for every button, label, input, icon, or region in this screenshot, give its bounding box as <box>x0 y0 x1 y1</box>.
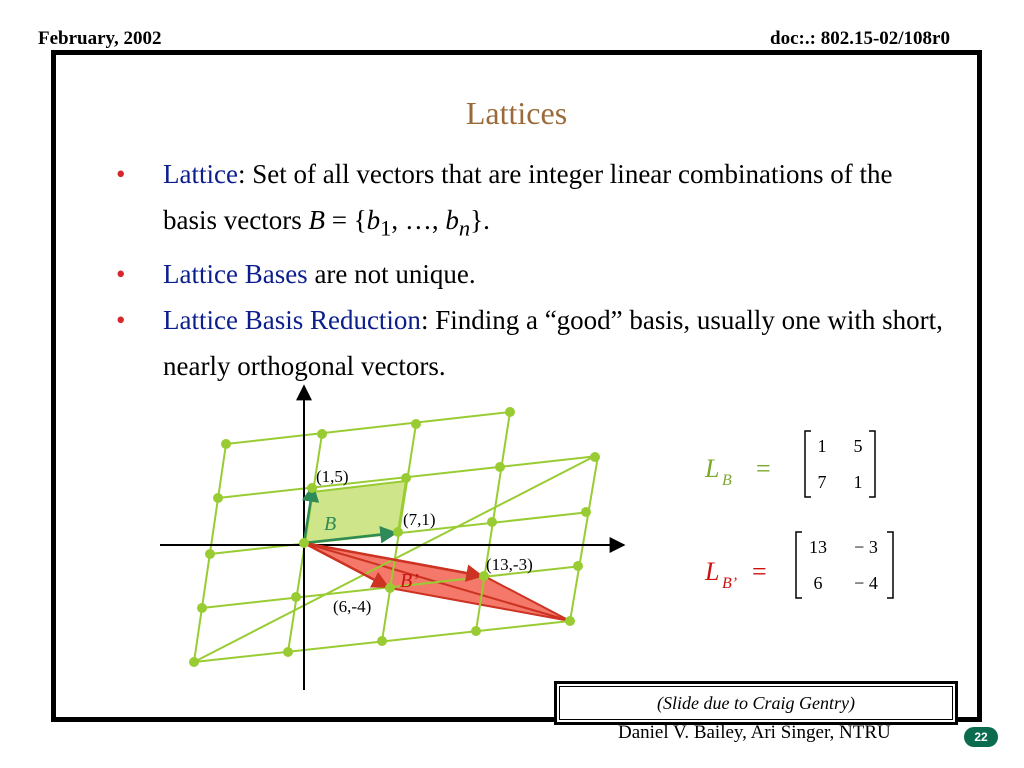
lattice-point <box>411 419 421 429</box>
matrix-lb-name: L <box>705 454 720 483</box>
matrix-lb-prime-cell: − 3 <box>854 537 878 557</box>
lattice-point <box>205 549 215 559</box>
bullet-dot: • <box>116 259 126 290</box>
header-doc-id: doc:.: 802.15-02/108r0 <box>770 28 950 49</box>
matrix-lb-cell: 1 <box>853 472 863 492</box>
basis-end: }. <box>470 205 490 235</box>
matrix-lb-bracket-left <box>805 431 811 497</box>
label-13-neg3: (13,-3) <box>486 555 533 574</box>
lattice-point <box>377 636 387 646</box>
matrix-lb-prime-sub: B’ <box>722 575 738 592</box>
lattice-point <box>299 538 309 548</box>
matrix-lb-prime-cell: 6 <box>813 573 823 593</box>
matrix-lb-sub: B <box>722 472 732 489</box>
basis-sub1: 1 <box>380 215 392 241</box>
basis-bn: b <box>445 205 459 235</box>
lattice-point <box>505 407 515 417</box>
bullet-term: Lattice <box>163 159 238 189</box>
lattice-grid <box>194 412 598 662</box>
lattice-point <box>317 429 327 439</box>
label-1-5: (1,5) <box>316 467 349 486</box>
lattice-point <box>385 583 395 593</box>
matrix-lb-eq: = <box>756 454 771 483</box>
matrix-lb-prime-eq: = <box>752 557 767 586</box>
credit-box: (Slide due to Craig Gentry) <box>554 681 958 725</box>
matrix-lb-cell: 7 <box>817 472 827 492</box>
lattice-point <box>471 626 481 636</box>
bullet-term: Lattice Basis Reduction <box>163 305 421 336</box>
lattice-point <box>197 603 207 613</box>
matrix-lb-prime-name: L <box>705 557 720 586</box>
label-6-neg4: (6,-4) <box>333 597 372 616</box>
matrix-lb-prime-bracket-right <box>887 532 893 598</box>
label-basis-b: B <box>324 513 337 535</box>
slide-title: Lattices <box>465 95 568 131</box>
bullet-text: are not unique. <box>307 259 476 290</box>
bullet-dot: • <box>116 305 126 336</box>
basis-symbol: B <box>308 205 325 235</box>
matrix-lb-cell: 1 <box>817 436 827 456</box>
lattice-point <box>590 452 600 462</box>
matrix-lb <box>704 431 875 497</box>
lattice-point <box>221 439 231 449</box>
lattice-point <box>495 462 505 472</box>
matrix-lb-cell: 5 <box>853 436 863 456</box>
header-date: February, 2002 <box>38 28 162 49</box>
lattice-point <box>283 647 293 657</box>
lattice-point <box>213 493 223 503</box>
lattice-point <box>401 473 411 483</box>
lattice-point <box>581 507 591 517</box>
matrix-lb-prime <box>704 532 893 598</box>
matrix-lb-prime-cell: − 4 <box>854 573 878 593</box>
bullet-text: : Set of all vectors that are integer linear combinations of the basis vectors <box>163 159 893 235</box>
basis-mid: , …, <box>391 205 446 235</box>
bullet-dot: • <box>116 159 126 189</box>
bullet-text: : Finding a “good” basis, usually one with short, nearly orthogonal vectors. <box>163 305 943 382</box>
lattice-point <box>573 561 583 571</box>
basis-eq: = { <box>324 205 367 235</box>
matrix-lb-prime-cell: 13 <box>809 537 827 557</box>
bullet-term: Lattice Bases <box>163 259 308 290</box>
lattice-point <box>393 527 403 537</box>
matrix-lb-bracket-right <box>869 431 875 497</box>
label-basis-b-prime: B’ <box>400 570 419 592</box>
lattice-point <box>565 616 575 626</box>
lattice-point <box>291 592 301 602</box>
basis-b1: b <box>366 205 381 235</box>
lattice-points <box>189 407 600 667</box>
matrix-lb-prime-bracket-left <box>796 532 802 598</box>
lattice-point <box>487 517 497 527</box>
label-7-1: (7,1) <box>403 510 436 529</box>
basis-subn: n <box>458 215 471 241</box>
page-number-badge: 22 <box>964 727 998 747</box>
footer-authors: Daniel V. Bailey, Ari Singer, NTRU <box>618 722 891 743</box>
lattice-point <box>189 657 199 667</box>
